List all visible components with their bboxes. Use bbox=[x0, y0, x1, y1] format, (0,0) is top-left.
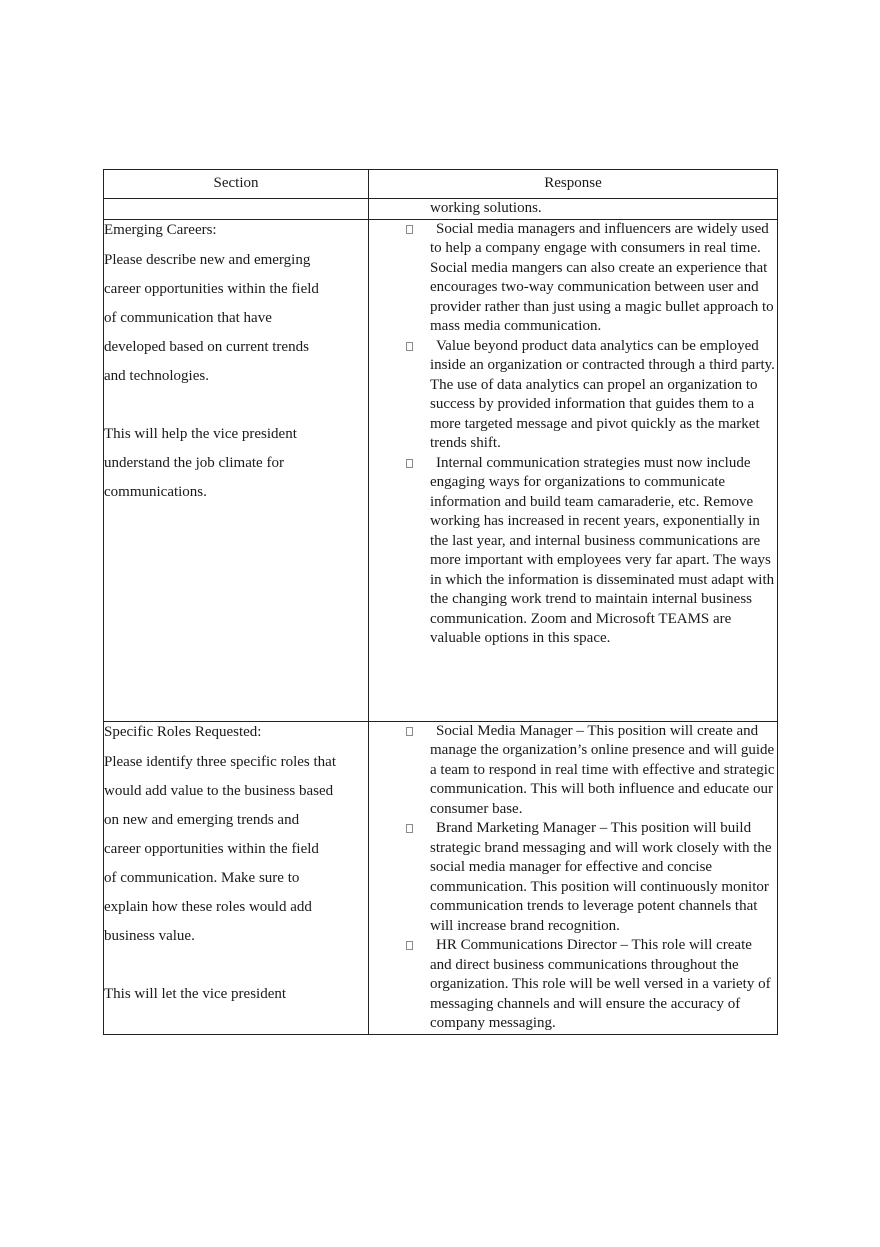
section-description-line: on new and emerging trends and bbox=[104, 811, 300, 828]
section-title: Emerging Careers: bbox=[104, 221, 217, 238]
list-item bbox=[369, 454, 777, 649]
list-item bbox=[369, 819, 777, 936]
bullet-text: Social media managers and influencers are widely used to help a company engage with consumers in real time. Social media mangers can also create an experience that encourages two-way communication between user and provider rather than just using a magic bullet approach to mass media communication. bbox=[430, 220, 774, 334]
section-note-line: understand the job climate for bbox=[104, 454, 284, 471]
bullet-box-icon bbox=[406, 941, 413, 950]
section-description-line: career opportunities within the field bbox=[104, 280, 319, 297]
continuation-text: working solutions. bbox=[430, 200, 542, 216]
section-description-line: Please identify three specific roles that bbox=[104, 753, 336, 770]
continuation-right-cell bbox=[369, 199, 778, 220]
bullet-box-icon bbox=[406, 225, 413, 234]
list-item bbox=[369, 936, 777, 1034]
bullet-box-icon bbox=[406, 727, 413, 736]
response-cell-emerging-careers bbox=[369, 219, 778, 721]
response-table bbox=[103, 169, 778, 1035]
section-description-line: of communication. Make sure to bbox=[104, 869, 300, 886]
response-bullet-list bbox=[369, 722, 777, 1034]
section-title: Specific Roles Requested: bbox=[104, 723, 262, 740]
section-cell-specific-roles bbox=[104, 721, 369, 1034]
bullet-text: HR Communications Director – This role will create and direct business communications throughout the organization. This role will be well versed in a variety of messaging channels and will ensure the accuracy of company messaging. bbox=[430, 937, 771, 1031]
response-bullet-list bbox=[369, 220, 777, 649]
table-header-row bbox=[104, 170, 778, 199]
response-cell-specific-roles bbox=[369, 721, 778, 1034]
bullet-box-icon bbox=[406, 824, 413, 833]
table-row bbox=[104, 721, 778, 1034]
section-description-line: of communication that have bbox=[104, 309, 272, 326]
continuation-left-cell bbox=[104, 199, 369, 220]
section-description-line: would add value to the business based bbox=[104, 782, 334, 799]
section-description-line: business value. bbox=[104, 927, 195, 944]
section-description-line: Please describe new and emerging bbox=[104, 251, 311, 268]
table-row bbox=[104, 219, 778, 721]
bullet-box-icon bbox=[406, 342, 413, 351]
list-item bbox=[369, 220, 777, 337]
list-item bbox=[369, 337, 777, 454]
bullet-text: Brand Marketing Manager – This position will build strategic brand messaging and will work closely with the social media manager for effective and concise communication. This position will continuously monitor communication trends to leverage potent channels that will increase brand recognition. bbox=[430, 820, 772, 934]
list-item bbox=[369, 722, 777, 820]
bullet-text: Internal communication strategies must now include engaging ways for organizations to communicate information and build team camaraderie, etc. Remove working has increased in recent years, exponentially in the last year, and internal business communications are more important with employees very far apart. The ways in which the information is disseminated must adapt with the changing work trend to maintain internal business communication. Zoom and Microsoft TEAMS are valuable options in this space. bbox=[430, 454, 775, 646]
section-description-line: developed based on current trends bbox=[104, 338, 309, 355]
bullet-text: Social Media Manager – This position will create and manage the organization’s online presence and will guide a team to respond in real time with effective and strategic communication. This will both influence and educate our consumer base. bbox=[430, 722, 775, 817]
bullet-box-icon bbox=[406, 459, 413, 468]
section-cell-emerging-careers bbox=[104, 219, 369, 721]
section-note-line: This will help the vice president bbox=[104, 425, 297, 442]
section-description-line: and technologies. bbox=[104, 367, 209, 384]
section-column-header: Section bbox=[104, 170, 369, 199]
section-note-line: communications. bbox=[104, 483, 207, 500]
section-description-line: career opportunities within the field bbox=[104, 840, 319, 857]
section-description-line: explain how these roles would add bbox=[104, 898, 312, 915]
response-column-header: Response bbox=[369, 170, 778, 199]
section-note-line: This will let the vice president bbox=[104, 985, 287, 1002]
continuation-row bbox=[104, 199, 778, 220]
bullet-text: Value beyond product data analytics can be employed inside an organization or contracted through a third party. The use of data analytics can propel an organization to success by provided information that guides them to a more targeted message and pivot quickly as the market trends shift. bbox=[430, 337, 775, 451]
